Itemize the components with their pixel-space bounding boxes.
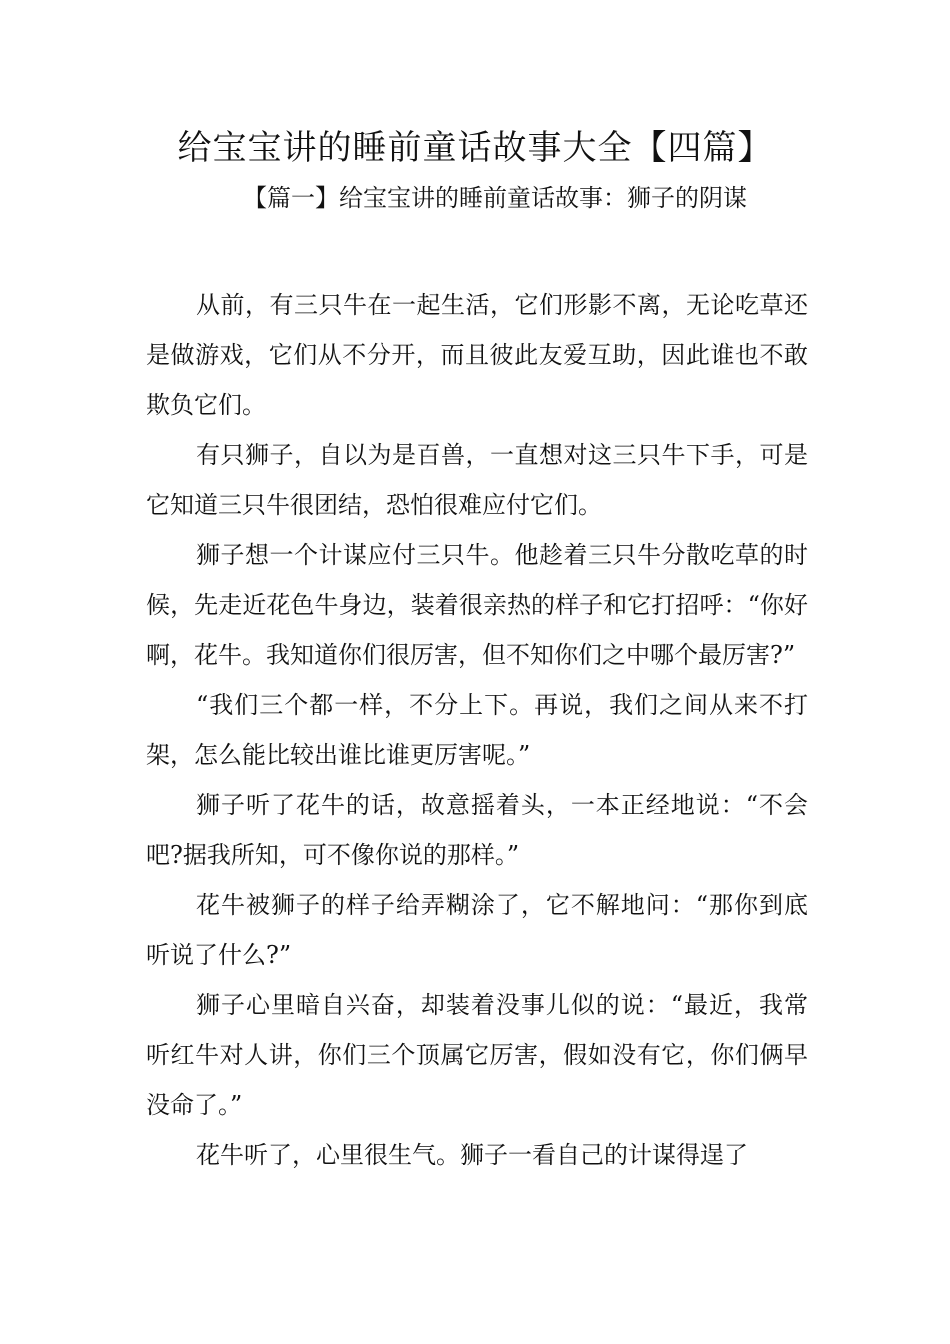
section-heading: 【篇一】给宝宝讲的睡前童话故事：狮子的阴谋	[243, 184, 747, 212]
story-body	[146, 280, 808, 1180]
paragraph-1: 从前，有三只牛在一起生活，它们形影不离，无论吃草还是做游戏，它们从不分开，而且彼此友爱互助，因此谁也不敢欺负它们。	[146, 291, 808, 419]
paragraph-2: 有只狮子，自以为是百兽，一直想对这三只牛下手，可是它知道三只牛很团结，恐怕很难应付它们。	[146, 441, 808, 519]
paragraph-4: “我们三个都一样，不分上下。再说，我们之间从来不打架，怎么能比较出谁比谁更厉害呢。”	[146, 691, 808, 769]
paragraph-5: 狮子听了花牛的话，故意摇着头，一本正经地说：“不会吧?据我所知，可不像你说的那样。”	[146, 791, 808, 869]
paragraph-3: 狮子想一个计谋应付三只牛。他趁着三只牛分散吃草的时候，先走近花色牛身边，装着很亲热的样子和它打招呼：“你好啊，花牛。我知道你们很厉害，但不知你们之中哪个最厉害?”	[146, 541, 808, 669]
paragraph-7: 狮子心里暗自兴奋，却装着没事儿似的说：“最近，我常听红牛对人讲，你们三个顶属它厉害，假如没有它，你们俩早没命了。”	[146, 991, 808, 1119]
paragraph-8: 花牛听了，心里很生气。狮子一看自己的计谋得逞了	[196, 1141, 748, 1169]
paragraph-6: 花牛被狮子的样子给弄糊涂了，它不解地问：“那你到底听说了什么?”	[146, 891, 808, 969]
document-title: 给宝宝讲的睡前童话故事大全【四篇】	[177, 128, 773, 168]
